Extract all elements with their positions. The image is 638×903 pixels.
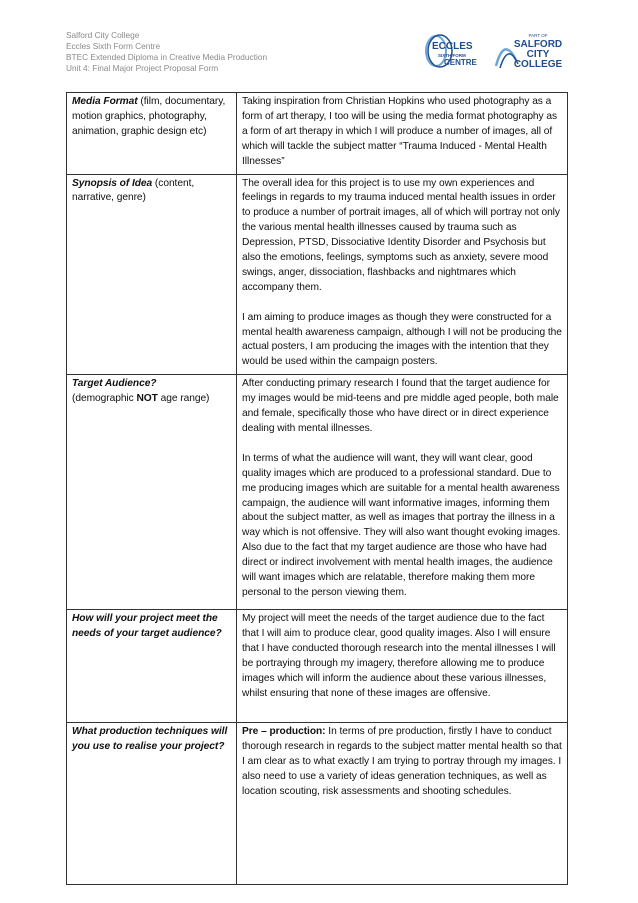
- salford-logo-line3: COLLEGE: [513, 59, 563, 70]
- header-line-college: Salford City College: [66, 30, 140, 40]
- header-line-unit: Unit 4: Final Major Project Proposal Form: [66, 63, 219, 73]
- needs-label-text: How will your project meet the needs of your target audience?: [72, 613, 222, 640]
- eccles-logo-line2: SIXTH FORM: [438, 53, 466, 58]
- target-audience-label: [67, 375, 237, 610]
- target-audience-paragraph-1: After conducting primary research I found that the target audience for my images would be mid-teens and pre middle aged people, both male and female, specifically those who have direct or in direct experience dealing with mental illnesses.: [242, 378, 559, 435]
- row-synopsis: [67, 174, 568, 375]
- proposal-form-table: [66, 92, 568, 885]
- eccles-logo-line3: CENTRE: [444, 58, 477, 67]
- target-audience-content: [237, 375, 568, 610]
- synopsis-label-bold: Synopsis of Idea: [72, 177, 153, 189]
- techniques-label: [67, 723, 237, 885]
- salford-logo-line1: SALFORD: [513, 39, 563, 50]
- techniques-lead: Pre – production:: [242, 726, 326, 738]
- document-header: [66, 30, 326, 74]
- synopsis-content: [237, 174, 568, 375]
- target-audience-label-not: NOT: [136, 393, 158, 405]
- eccles-sixth-form-logo: [424, 32, 486, 70]
- header-line-course: BTEC Extended Diploma in Creative Media Production: [66, 52, 268, 62]
- media-format-label-bold: Media Format: [72, 96, 138, 107]
- row-techniques: [67, 723, 568, 885]
- techniques-content: [237, 723, 568, 885]
- needs-text: My project will meet the needs of the target audience due to the fact that I will aim to produce clear, good quality images. Also I will ensure that I have conducted thorough research into the mental illnesses I will be portraying through my imagery, therefore allowing me to produce images which will inform the audience about these various illnesses, whilst ensuring that none of these images are offensive.: [237, 610, 568, 723]
- salford-logo-part-of: PART OF: [528, 33, 548, 38]
- techniques-text: In terms of pre production, firstly I have to conduct thorough research in regards to the subject matter mental health so that I am clear as to what exactly I am trying to portray through my images. I also need to use a variety of ideas generation techniques, as well as location scouting, risk assessments and shooting schedules.: [242, 726, 562, 797]
- media-format-text: Taking inspiration from Christian Hopkins who used photography as a form of art therapy, I too will be using the media format photography as a form of art therapy in which I will produce a number of images, all of which will tackle the subject matter “Trauma Induced - Mental Health Illnesses”: [237, 93, 568, 175]
- techniques-label-text: What production techniques will you use to realise your project?: [72, 726, 228, 753]
- salford-city-college-logo: [490, 30, 574, 72]
- row-needs: [67, 610, 568, 723]
- target-audience-label-post: age range): [157, 393, 210, 405]
- eccles-logo-line1: ECCLES: [432, 41, 473, 52]
- header-line-centre: Eccles Sixth Form Centre: [66, 41, 161, 51]
- media-format-label-rest: (film, documentary, motion graphics, photography, animation, graphic design etc): [72, 96, 226, 137]
- synopsis-label-rest: (content, narrative, genre): [72, 177, 195, 204]
- target-audience-paragraph-2: In terms of what the audience will want, they will want clear, good quality images which are produced to a professional standard. Due to me producing images which are suitable for a mental health awareness campaign, the audience will want informative images, informing them about the subject matter, as well as images that portray the illness in a way which is not offensive. They will also want thought evoking images. Also due to the fact that my target audience are those who have had direct or indirect involvement with mental health images, the audience will want images which are relatable, therefore making them more personal to the person viewing them.: [242, 452, 561, 598]
- synopsis-paragraph-1: The overall idea for this project is to use my own experiences and feelings in regards to my trauma induced mental health issues in order to produce a number of portrait images, all of which will portray not only the various mental health illnesses caused by trauma such as Depression, PTSD, Dissociative Identity Disorder and Psychosis but also the emotions, feelings, symptoms such as anxiety, severe mood swings, anger, dissociation, flashbacks and nightmares which accompany them.: [242, 177, 560, 293]
- target-audience-label-bold: Target Audience?: [72, 378, 157, 390]
- salford-logo-line2: CITY: [526, 49, 550, 60]
- row-target-audience: [67, 375, 568, 610]
- synopsis-label: [67, 174, 237, 375]
- logos: [424, 30, 574, 72]
- media-format-label: [67, 93, 237, 175]
- needs-label: [67, 610, 237, 723]
- row-media-format: [67, 93, 568, 175]
- target-audience-label-pre: (demographic: [72, 393, 137, 405]
- synopsis-paragraph-2: I am aiming to produce images as though they were constructed for a mental health awareness campaign, although I will not be producing the actual posters, I am producing the images with the intention that they would be used within the campaign posters.: [242, 311, 562, 368]
